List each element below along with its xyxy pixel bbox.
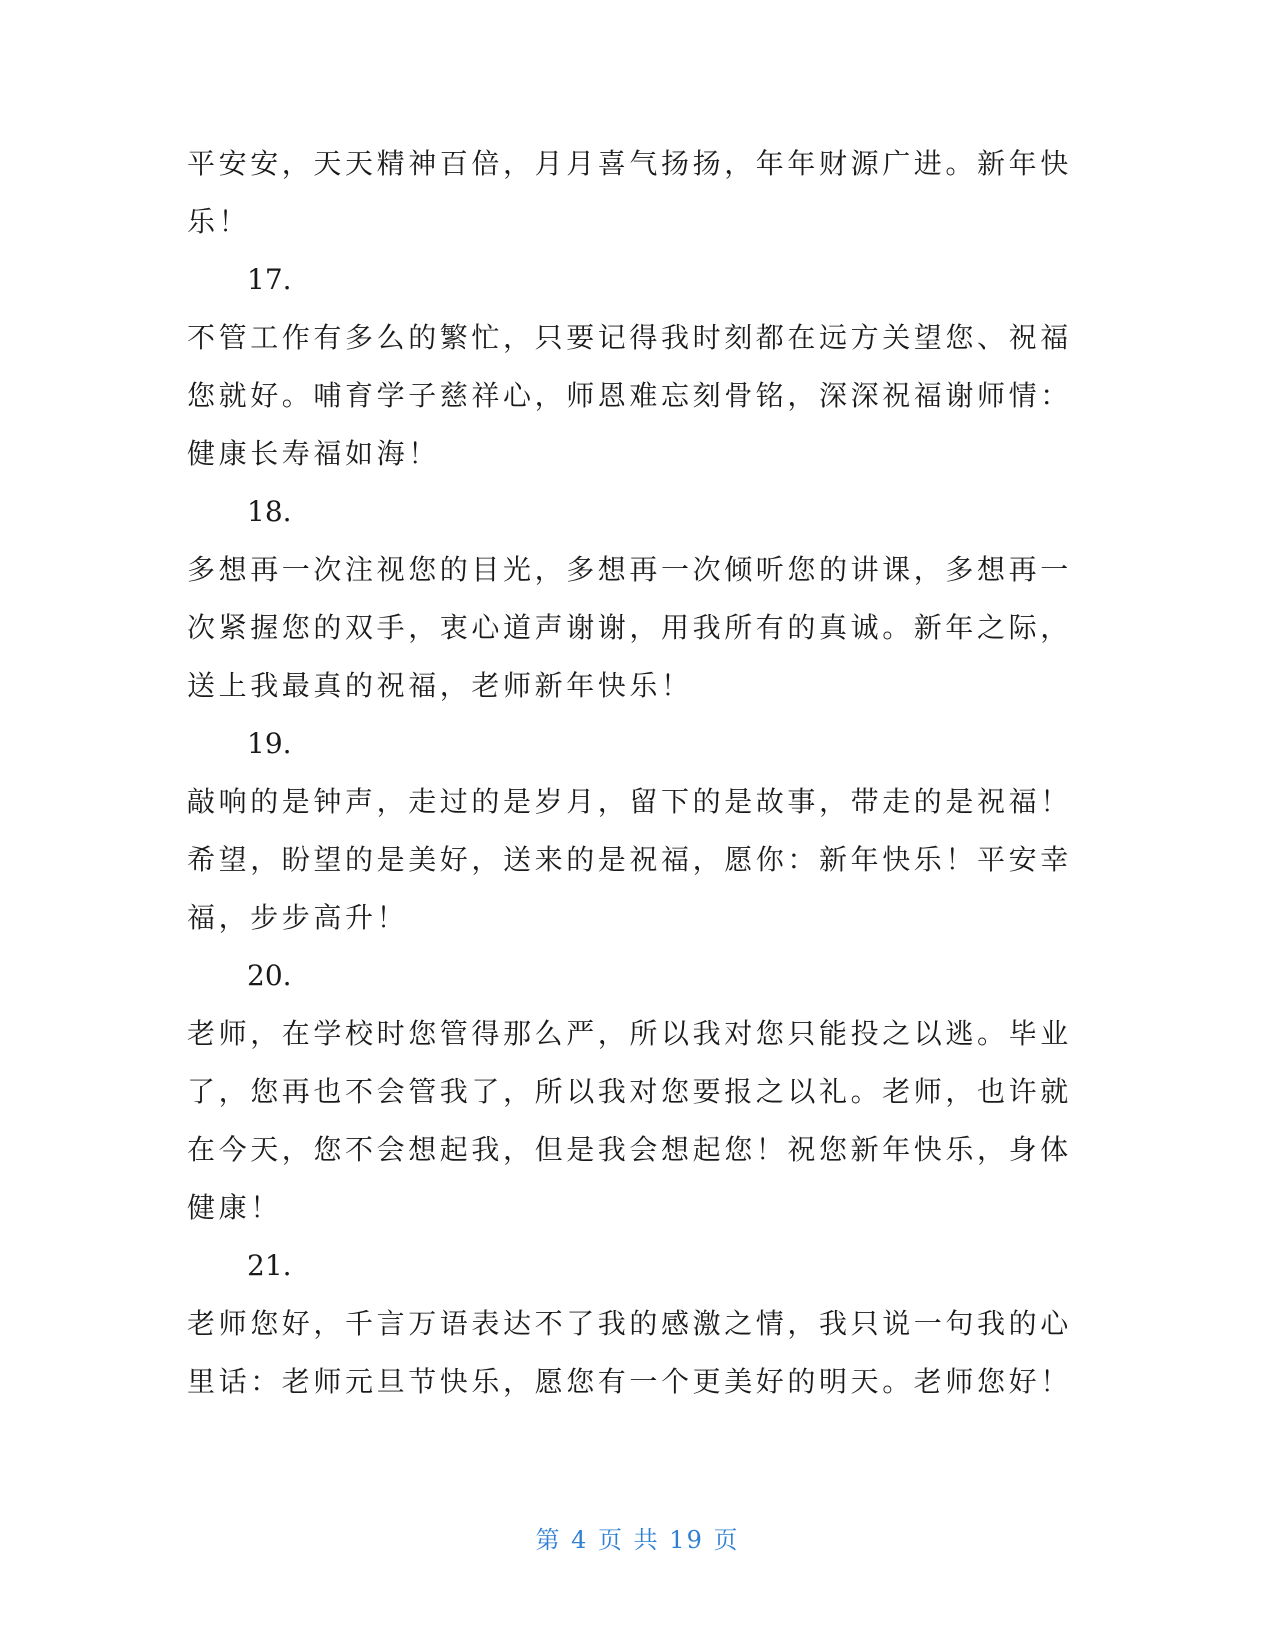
- text-line: 您就好。哺育学子慈祥心，师恩难忘刻骨铭，深深祝福谢师情：: [187, 379, 1072, 412]
- item-number: 17.: [247, 263, 292, 296]
- text-line: 次紧握您的双手，衷心道声谢谢，用我所有的真诚。新年之际，: [187, 611, 1072, 644]
- text-line: 送上我最真的祝福，老师新年快乐！: [187, 669, 693, 702]
- text-line: 不管工作有多么的繁忙，只要记得我时刻都在远方关望您、祝福: [187, 321, 1072, 354]
- text-line: 老师您好，千言万语表达不了我的感激之情，我只说一句我的心: [187, 1307, 1072, 1340]
- text-line: 了，您再也不会管我了，所以我对您要报之以礼。老师，也许就: [187, 1075, 1072, 1108]
- text-line: 希望，盼望的是美好，送来的是祝福，愿你：新年快乐！平安幸: [187, 843, 1072, 876]
- text-line: 敲响的是钟声，走过的是岁月，留下的是故事，带走的是祝福！: [187, 785, 1072, 818]
- item-number: 18.: [247, 495, 292, 528]
- text-line: 乐！: [187, 205, 251, 238]
- text-line: 平安安，天天精神百倍，月月喜气扬扬，年年财源广进。新年快: [187, 147, 1072, 180]
- item-number: 20.: [247, 959, 292, 992]
- text-line: 健康！: [187, 1191, 282, 1224]
- text-line: 福，步步高升！: [187, 901, 409, 934]
- page-footer: 第 4 页 共 19 页: [535, 1526, 740, 1554]
- text-line: 里话：老师元旦节快乐，愿您有一个更美好的明天。老师您好！: [187, 1365, 1072, 1398]
- text-line: 健康长寿福如海！: [187, 437, 440, 470]
- text-line: 多想再一次注视您的目光，多想再一次倾听您的讲课，多想再一: [187, 553, 1072, 586]
- item-number: 21.: [247, 1249, 292, 1282]
- text-line: 在今天，您不会想起我，但是我会想起您！祝您新年快乐，身体: [187, 1133, 1072, 1166]
- text-line: 老师，在学校时您管得那么严，所以我对您只能投之以逃。毕业: [187, 1017, 1072, 1050]
- item-number: 19.: [247, 727, 292, 760]
